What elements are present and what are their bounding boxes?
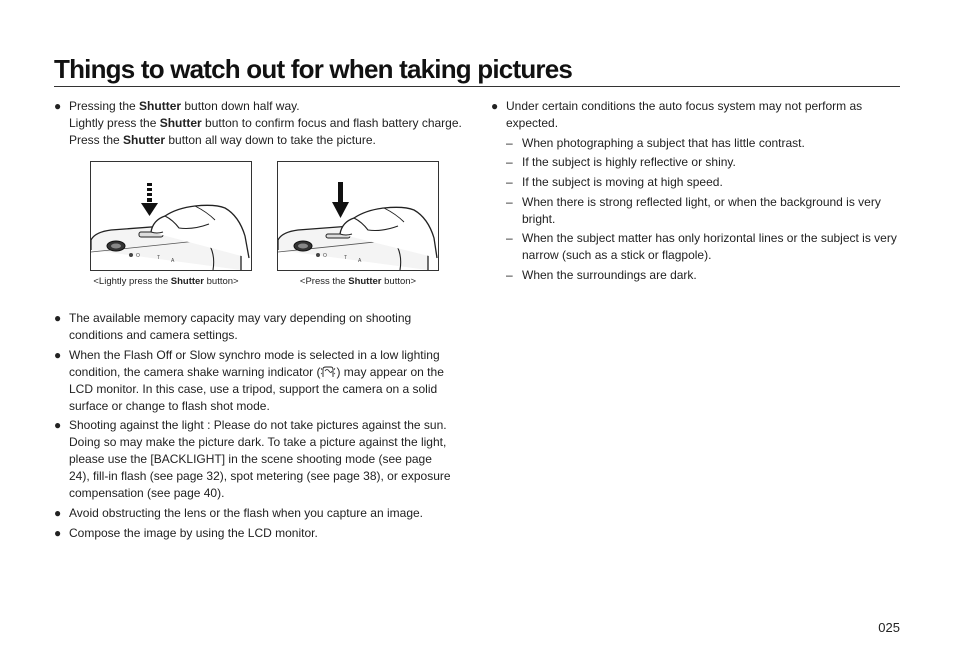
shutter-line-3: Press the Shutter button all way down to take the picture.	[69, 133, 376, 147]
svg-text:O: O	[136, 253, 140, 259]
title-underline	[54, 86, 900, 87]
flash-off-line-2: condition, the camera shake warning indicator ( ) may appear on the	[69, 365, 444, 379]
shutter-line-2: Lightly press the Shutter button to confirm focus and flash battery charge.	[69, 116, 462, 130]
svg-text:T: T	[157, 255, 161, 261]
bullet-dot: ●	[54, 506, 62, 520]
page-title: Things to watch out for when taking pictures	[54, 54, 573, 84]
caption-full-press: <Press the Shutter button>	[299, 276, 417, 287]
bullet-dot: ●	[54, 311, 62, 325]
page-number: 025	[878, 620, 900, 635]
shutter-line-1: Pressing the Shutter button down half way.	[69, 99, 300, 113]
svg-text:O: O	[323, 253, 327, 259]
bullet-dot: ●	[54, 526, 62, 540]
svg-text:A: A	[171, 258, 175, 264]
camera-half-press-illustration	[91, 162, 251, 270]
svg-text:A: A	[358, 258, 362, 264]
camera-full-press-illustration	[278, 162, 438, 270]
figure-full-press	[277, 161, 439, 271]
figure-half-press	[90, 161, 252, 271]
bullet-dot: ●	[54, 99, 62, 113]
bullet-dot: ●	[54, 418, 62, 432]
camera-shake-warning-icon	[320, 365, 336, 379]
svg-text:T: T	[344, 255, 348, 261]
bullet-dot: ●	[491, 99, 499, 113]
caption-half-press: <Lightly press the Shutter button>	[93, 276, 239, 287]
bullet-dot: ●	[54, 348, 62, 362]
